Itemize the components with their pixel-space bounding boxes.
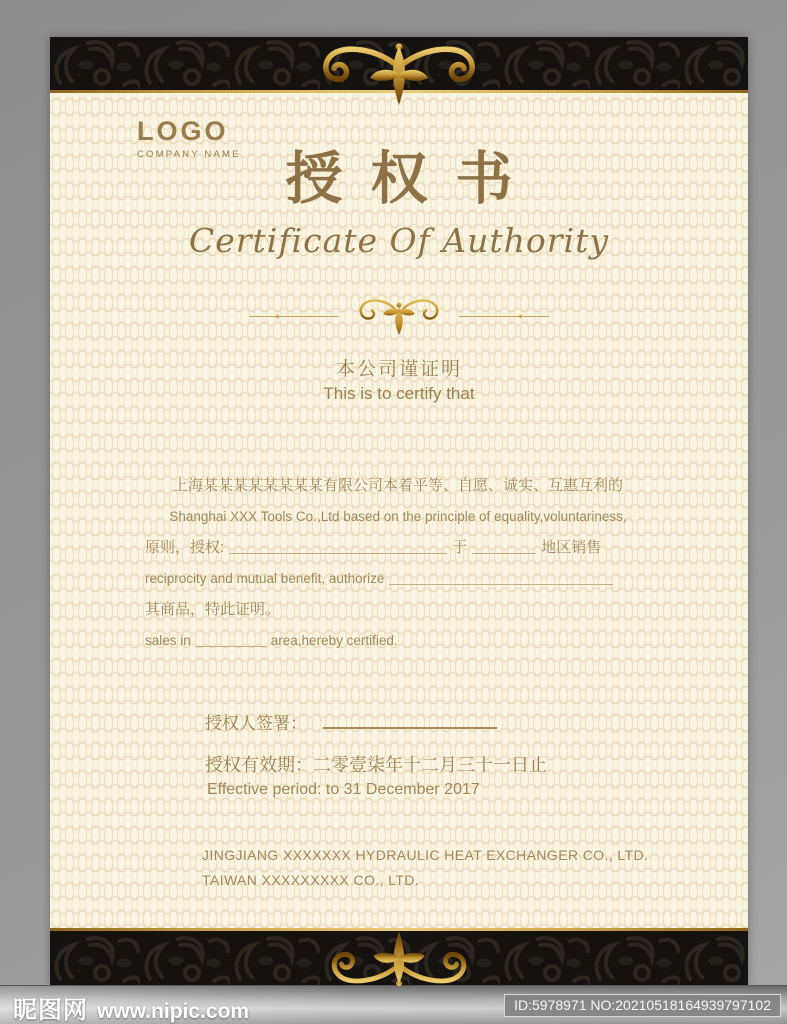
- gold-flourish-ornament-top: [315, 39, 483, 114]
- sales-suffix: area,hereby certified.: [270, 633, 398, 648]
- divider-flourish-icon: [339, 293, 459, 339]
- site-logo: 昵图网: [13, 997, 88, 1024]
- site-branding: [13, 990, 249, 1024]
- authorize-name-blank-en: [389, 571, 613, 585]
- certificate: [50, 37, 748, 985]
- sales-prefix: sales in: [145, 633, 191, 648]
- body-line-authorize-cn: [145, 532, 651, 563]
- signature-label: 授权人签署：: [205, 714, 307, 733]
- company-line-1: JINGJIANG XXXXXXX HYDRAULIC HEAT EXCHANGER CO., LTD.: [202, 847, 649, 863]
- region-blank: [472, 540, 536, 554]
- logo-text: LOGO: [137, 116, 229, 146]
- signature-blank-line: [323, 714, 497, 729]
- certificate-title-cn: 授权书: [285, 148, 541, 211]
- authorize-mid: 于: [452, 539, 468, 556]
- validity-en: Effective period: to 31 December 2017: [207, 781, 480, 798]
- authorize-suffix: 地区销售: [541, 539, 602, 556]
- authorize-name-blank: [229, 540, 447, 554]
- body-line-sales-en: [145, 625, 651, 656]
- sales-area-blank: [196, 633, 266, 647]
- gold-flourish-ornament-bottom: [324, 923, 474, 990]
- certificate-title-en: Certificate Of Authority: [188, 221, 610, 260]
- statement-en: This is to certify that: [323, 384, 475, 403]
- body-line-en: Shanghai XXX Tools Co.,Ltd based on the principle of equality,voluntariness,: [169, 509, 627, 524]
- certificate-content: [50, 37, 748, 985]
- signature-row: [205, 709, 497, 734]
- body-line-authorize-en: [145, 563, 651, 594]
- authorize-prefix: 原则，授权:: [145, 539, 225, 556]
- watermark-footer-bar: [0, 985, 787, 1024]
- ornamental-divider: [249, 293, 549, 339]
- site-url: www.nipic.com: [97, 1000, 250, 1023]
- body-line-goods-cn: 其商品，特此证明。: [145, 601, 281, 618]
- divider-line-right: [459, 316, 549, 317]
- image-id-badge: ID:5978971 NO:20210518164939797102: [504, 994, 781, 1017]
- divider-line-left: [249, 316, 339, 317]
- company-names: [202, 843, 648, 893]
- statement-cn: 本公司谨证明: [335, 359, 462, 380]
- body-line-cn: 上海某某某某某某某某有限公司本着平等、自愿、诚实、互惠互利的: [172, 477, 623, 494]
- authorize-en-prefix: reciprocity and mutual benefit, authorize: [145, 571, 385, 586]
- validity-cn: 授权有效期：二零壹柒年十二月三十一日止: [205, 755, 547, 775]
- body-paragraph: [145, 470, 651, 656]
- company-line-2: TAIWAN XXXXXXXXX CO., LTD.: [202, 872, 420, 888]
- logo-company-name: COMPANY NAME: [137, 149, 241, 160]
